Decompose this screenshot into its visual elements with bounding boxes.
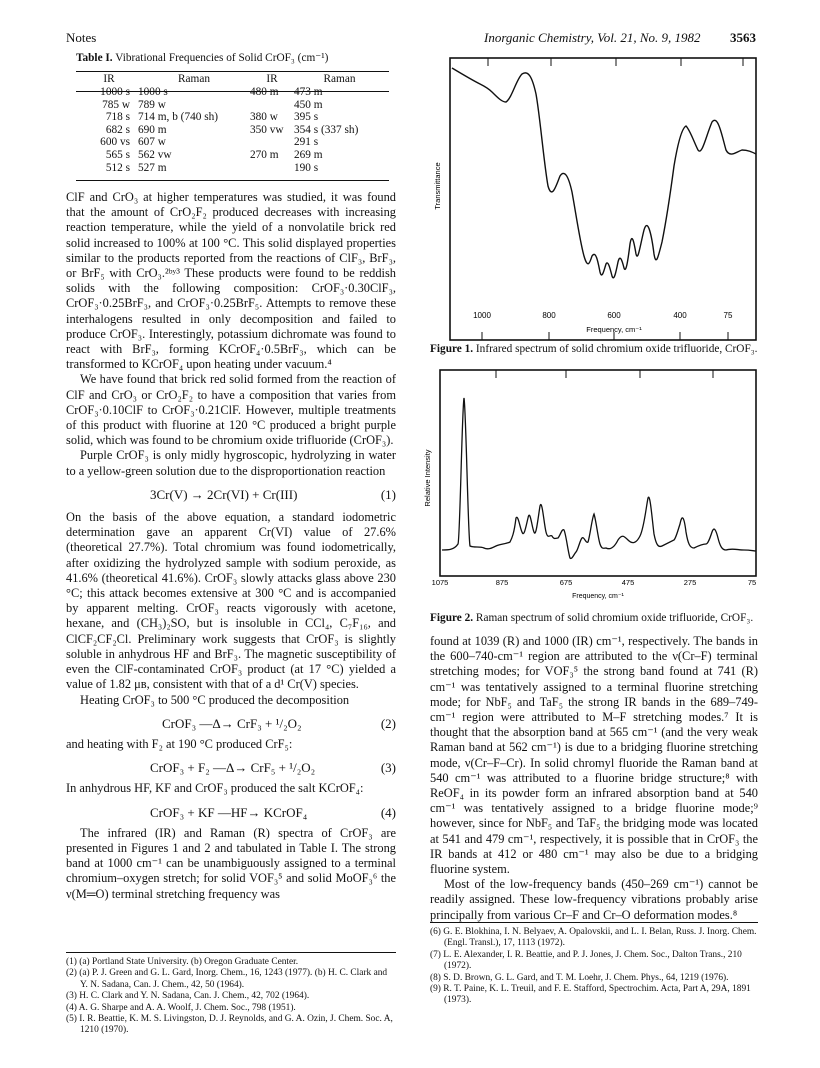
footnote: (4) A. G. Sharpe and A. A. Woolf, J. Chem. Soc., 798 (1951). (66, 1002, 296, 1013)
paragraph: The infrared (IR) and Raman (R) spectra of CrOF₃ are presented in Figures 1 and 2 and tabulated in Table I. The strong band at 1000 cm⁻¹ can be unambiguously assigned to a terminal chromium–oxygen stretch; for solid VOF₃⁵ and solid MoOF₃⁶ the ν(M═O) terminal stretching frequency was (66, 825, 396, 901)
table-cell: 527 m (138, 161, 167, 174)
table-header-raman-2: Raman (323, 73, 356, 85)
x-tick-label: 800 (542, 311, 556, 320)
x-tick-label: 75 (747, 578, 757, 587)
equation-1 (150, 487, 396, 502)
figure-1-caption (430, 343, 760, 357)
table-cell: 354 s (337 sh) (294, 123, 359, 136)
table-row (80, 111, 385, 124)
right-column (430, 634, 758, 923)
table-cell: 565 s (105, 148, 130, 161)
paragraph: found at 1039 (R) and 1000 (IR) cm⁻¹, respectively. The bands in the 600–740-cm⁻¹ region are attributed to the ν(Cr–F) terminal stretching modes; for VOF₃⁵ the strong band found at 741 (R) cm⁻¹ was tentatively assigned to a terminal fluorine stretching mode; for NbF₅ and TaF₅ the strong IR bands in the 689–749-cm⁻¹ region were attributed to M–F stretching modes.⁷ It is thought that the absorption band at 565 cm⁻¹ (and the very weak Raman band at 562 cm⁻¹) is due to a bridging fluorine stretching mode, ν(Cr–F–Cr). In solid chromyl fluoride the Raman band at 540 cm⁻¹ was attributed to a fluorine bridge structure;⁸ with ReOF₄ in its powder form an infrared absorption band at 540 cm⁻¹ was tentatively assigned to a bridge fluorine mode;⁹ however, since for NbF₅ and TaF₅ the bridging mode was located at 541 and 479 cm⁻¹, respectively, it is possible that in CrOF₃ the IR bands at 412 or 480 cm⁻¹ may also be due to a bridging fluorine system. (430, 634, 758, 877)
raman-spectrum-trace (442, 398, 756, 558)
x-tick-label: 675 (559, 578, 573, 587)
plot-frame (440, 370, 756, 576)
paragraph: Most of the low-frequency bands (450–269 cm⁻¹) cannot be readily assigned. These low-frequency vibrations probably arise principally from various Cr–F and Cr–O deformation modes.⁸ (430, 877, 758, 922)
table-cell: 269 m (294, 148, 323, 161)
running-head-journal: Inorganic Chemistry, Vol. 21, No. 9, 1982 (484, 30, 701, 45)
footnote: (9) R. T. Paine, K. L. Treuil, and F. E. Stafford, Spectrochim. Acta, Part A, 29A, 1891 (1973). (430, 984, 751, 1006)
table-cell: 1000 s (100, 86, 130, 98)
x-tick-label: 75 (723, 311, 733, 320)
ir-spectrum-trace (452, 68, 756, 278)
paragraph: Heating CrOF₃ to 500 °C produced the decomposition (80, 692, 350, 707)
table-cell: 473 m (294, 86, 323, 98)
left-column (66, 190, 396, 902)
equation-4 (150, 805, 396, 820)
table-row (80, 149, 385, 162)
figure-caption-text: Raman spectrum of solid chromium oxide trifluoride, CrOF₃. (475, 612, 754, 624)
footnotes-right (430, 927, 758, 1007)
equation-number: (3) (380, 760, 396, 776)
table-row (80, 124, 385, 137)
equation-text: 3Cr(V) → 2Cr(VI) + Cr(III) (150, 486, 298, 502)
table-cell: 380 w (250, 111, 278, 124)
table-cell: 690 m (138, 123, 167, 136)
table-cell: 291 s (294, 136, 319, 149)
paragraph: We have found that brick red solid formed from the reaction of ClF and CrO₃ or CrO₂F₂ to have a composition that varies from CrOF₃·0.10ClF to CrOF₃·0.21ClF. However, multiple treatments of this product with fluorine at 120 °C produced a bright purple solid, which was found to be chromium oxide trifluoride (CrOF₃). (66, 372, 396, 448)
figure-caption-label: Figure 2. (430, 612, 474, 624)
paragraph: ClF and CrO₃ at higher temperatures was studied, it was found that the amount of CrO₂F₂ produced decreases with increasing reaction temperature, while the yield of a nonvolatile brick red solid increased to 100% at 100 °C. This solid displayed properties similar to the products reported from the reactions of ClF₃, BrF₃, or BrF₅ with CrO₃.²ᵇʸ³ These products were found to be reddish solids with the following composition: CrOF₃·0.30ClF₃, CrOF₃·0.25BrF₃, and CrOF₃·0.25BrF₅. Attempts to remove these interhalogens resulted in only decomposition and failed to produce CrOF₃. Interestingly, potassium dichromate was found to react with BrF₃, forming KCrOF₄·0.5BrF₃, which can be transformed to KCrOF₄ upon heating under vacuum.⁴ (66, 190, 396, 372)
equation-3 (150, 760, 396, 775)
footnotes-left (66, 957, 396, 1037)
equation-number: (1) (380, 486, 396, 502)
table-cell: 450 m (294, 98, 323, 111)
table-cell (250, 162, 294, 175)
equation-text: CrOF₃ + F₂ —Δ→ CrF₅ + ¹/₂O₂ (150, 760, 316, 776)
figure-caption-label: Figure 1. (430, 343, 474, 355)
table-cell: 395 s (294, 111, 319, 124)
running-head-section: Notes (66, 30, 97, 45)
figure-caption-text: Infrared spectrum of solid chromium oxide trifluoride, CrOF₃. (475, 343, 758, 355)
equation-number: (4) (380, 804, 396, 820)
paragraph: Purple CrOF₃ is only midly hygroscopic, hydrolyzing in water to a yellow-green solution due to the disproportionation reaction (66, 448, 396, 478)
x-tick-label: 1000 (473, 311, 491, 320)
equation-2 (162, 716, 396, 731)
table-caption (76, 52, 426, 66)
table-cell: 1000 s (138, 86, 168, 98)
table-caption-text: Vibrational Frequencies of Solid CrOF₃ (cm⁻¹) (115, 52, 329, 64)
footnote: (2) (a) P. J. Green and G. L. Gard, Inorg. Chem., 16, 1243 (1977). (b) H. C. Clark and Y. N. Sadana, Can. J. Chem., 42, 50 (1964). (66, 968, 388, 990)
figure-2-raman-spectrum (418, 368, 758, 608)
table-cell: 190 s (294, 161, 319, 174)
equation-text: CrOF₃ —Δ→ CrF₃ + ¹/₂O₂ (162, 715, 302, 731)
x-tick-label: 875 (495, 578, 509, 587)
footnote: (7) L. E. Alexander, I. R. Beattie, and P. J. Jones, J. Chem. Soc., Dalton Trans., 210 (1972). (430, 949, 742, 972)
x-axis-label: Frequency, cm⁻¹ (572, 593, 624, 600)
plot-frame (450, 58, 756, 340)
table-cell: 562 vw (138, 148, 172, 161)
figure-1-ir-spectrum (418, 46, 758, 356)
x-tick-label: 400 (673, 311, 687, 320)
table-cell: 714 m, b (740 sh) (138, 111, 219, 124)
x-tick-label: 475 (621, 578, 635, 587)
paragraph: and heating with F₂ at 190 °C produced CrF₅: (66, 736, 293, 751)
table-cell: 350 vw (250, 123, 284, 136)
table-cell: 607 w (138, 136, 166, 149)
table-row (80, 86, 385, 99)
table-cell (250, 136, 294, 149)
equation-number: (2) (380, 715, 396, 731)
table-header-ir-1: IR (103, 73, 115, 85)
figure-2-caption (430, 612, 760, 626)
footnote: (5) I. R. Beattie, K. M. S. Livingston, D. J. Reynolds, and G. A. Ozin, J. Chem. Soc. A, 1210 (1970). (66, 1014, 393, 1036)
x-axis-label: Frequency, cm⁻¹ (586, 325, 642, 334)
y-axis-label: Transmittance (433, 162, 442, 210)
page-number: 3563 (730, 30, 756, 45)
table-caption-label: Table I. (76, 52, 113, 64)
table-cell: 785 w (102, 98, 130, 111)
footnote: (8) S. D. Brown, G. L. Gard, and T. M. Loehr, J. Chem. Phys., 64, 1219 (1976). (430, 972, 729, 983)
table-row (80, 162, 385, 175)
y-axis-label: Relative Intensity (423, 449, 432, 507)
table-cell: 480 m (250, 86, 279, 98)
equation-text: CrOF₃ + KF —HF→ KCrOF₄ (150, 804, 308, 820)
x-tick-label: 600 (607, 311, 621, 320)
table-cell: 682 s (105, 123, 130, 136)
table-row (80, 99, 385, 112)
x-tick-label: 1075 (431, 578, 449, 587)
table-cell (250, 99, 294, 112)
paragraph: On the basis of the above equation, a standard iodometric determination gave an apparent Cr(VI) value of 27.6% (theoretical 27.7%). Total chromium was found iodometrically, after oxidizing the hydrolyzed sample with sodium peroxide, as 41.6% (theoretical 41.6%). CrOF₃ slowly attacks glass above 230 °C; this attack becomes extensive at 300 °C and is accompanied by apparent melting. CrOF₃ reacts vigorously with acetone, hexane, and (CH₃)₂SO, but is insoluble in CCl₄, C₇F₁₆, and ClCF₂CF₂Cl. Preliminary work suggests that CrOF₃ is slightly soluble in anhydrous HF and BrF₃. The magnetic susceptibility of even the ClF-contaminated CrOF₃ product (at 17 °C) yielded a value of 1.82 μʙ, consistent with that of a d¹ Cr(V) species. (66, 510, 396, 692)
table-cell: 512 s (105, 161, 130, 174)
table-row (80, 136, 385, 149)
vibrational-frequencies-table (80, 72, 385, 174)
footnote: (3) H. C. Clark and Y. N. Sadana, Can. J. Chem., 42, 702 (1964). (66, 991, 310, 1002)
table-cell: 270 m (250, 148, 279, 161)
x-tick-label: 275 (683, 578, 697, 587)
table-cell: 718 s (105, 111, 130, 124)
table-cell: 789 w (138, 98, 166, 111)
table-header-raman-1: Raman (178, 73, 210, 85)
footnote: (1) (a) Portland State University. (b) Oregon Graduate Center. (66, 957, 299, 967)
paragraph: In anhydrous HF, KF and CrOF₃ produced the salt KCrOF₄: (66, 781, 364, 796)
footnote: (6) G. E. Blokhina, I. N. Belyaev, A. Opalovskii, and L. I. Belan, Russ. J. Inorg. Chem. (Engl. Transl.), 17, 1113 (1972). (430, 927, 757, 949)
table-header-ir-2: IR (266, 73, 278, 85)
table-cell: 600 vs (100, 136, 130, 149)
